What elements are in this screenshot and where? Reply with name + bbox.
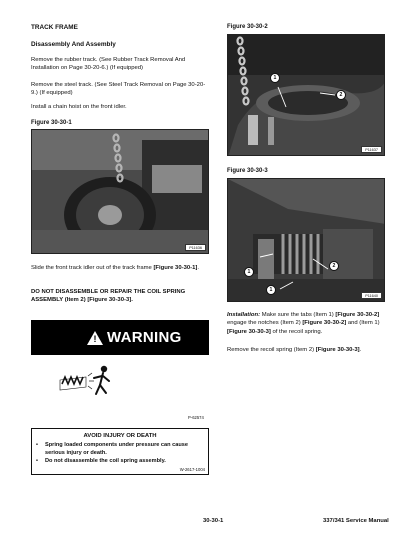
figure-label: Figure 30-30-1 (31, 120, 72, 126)
warning-triangle-icon: ! (87, 331, 103, 345)
subsection-heading: Disassembly And Assembly (31, 41, 116, 48)
callout-item-1: 1 (270, 73, 280, 83)
step-remove-rubber-track: Remove the rubber track. (See Rubber Track Removal And Installation on Page 30-20-6.) (If equipped) (31, 57, 186, 72)
section-heading: TRACK FRAME (31, 24, 78, 31)
graphic-code: P-62574 (188, 415, 204, 420)
installation-note: Installation: Make sure the tabs (Item 1) [Figure 30-30-2] engage the notches (Item 2) [Figure 30-30-2] and (Item 1) [Figure 30-30-3] of the recoil spring. (227, 312, 380, 335)
hazard-message-box (31, 428, 209, 475)
spring-hazard-graphic (58, 362, 116, 405)
hazard-item: • Do not disassemble the coil spring assembly. (36, 458, 166, 464)
figure-30-30-3-photo (227, 178, 385, 302)
manual-title: 337/341 Service Manual (323, 518, 389, 524)
figure-label: Figure 30-30-2 (227, 24, 268, 30)
figure-30-30-2-photo (227, 34, 385, 156)
warning-banner (31, 320, 209, 355)
step-remove-recoil-spring: Remove the recoil spring (Item 2) [Figure 30-30-3]. (227, 347, 362, 353)
warning-label: WARNING (107, 329, 182, 346)
photo-code: P11636 (185, 244, 206, 251)
step-slide-idler: Slide the front track idler out of the track frame [Figure 30-30-1]. (31, 265, 199, 271)
step-install-chain-hoist: Install a chain hoist on the front idler. (31, 104, 127, 110)
photo-code: P11637 (361, 146, 382, 153)
callout-item-2: 2 (336, 90, 346, 100)
callout-item-2: 2 (329, 261, 339, 271)
photo-code: P11640 (361, 292, 382, 299)
hazard-code: W-2617-1004 (179, 467, 205, 472)
callout-item-1: 1 (266, 285, 276, 295)
step-remove-steel-track: Remove the steel track. (See Steel Track Removal on Page 30-20-9.) (If equipped) (31, 82, 206, 97)
hazard-item: • Spring loaded components under pressure can cause serious injury or death. (36, 442, 188, 456)
callout-item-1: 1 (244, 267, 254, 277)
hazard-title: AVOID INJURY OR DEATH (83, 433, 157, 439)
figure-label: Figure 30-30-3 (227, 168, 268, 174)
page-number: 30-30-1 (203, 518, 224, 524)
step-do-not-disassemble: DO NOT DISASSEMBLE OR REPAIR THE COIL SPRING ASSEMBLY (Item 2) [Figure 30-30-3]. (31, 289, 186, 304)
figure-30-30-1-photo (31, 129, 209, 254)
